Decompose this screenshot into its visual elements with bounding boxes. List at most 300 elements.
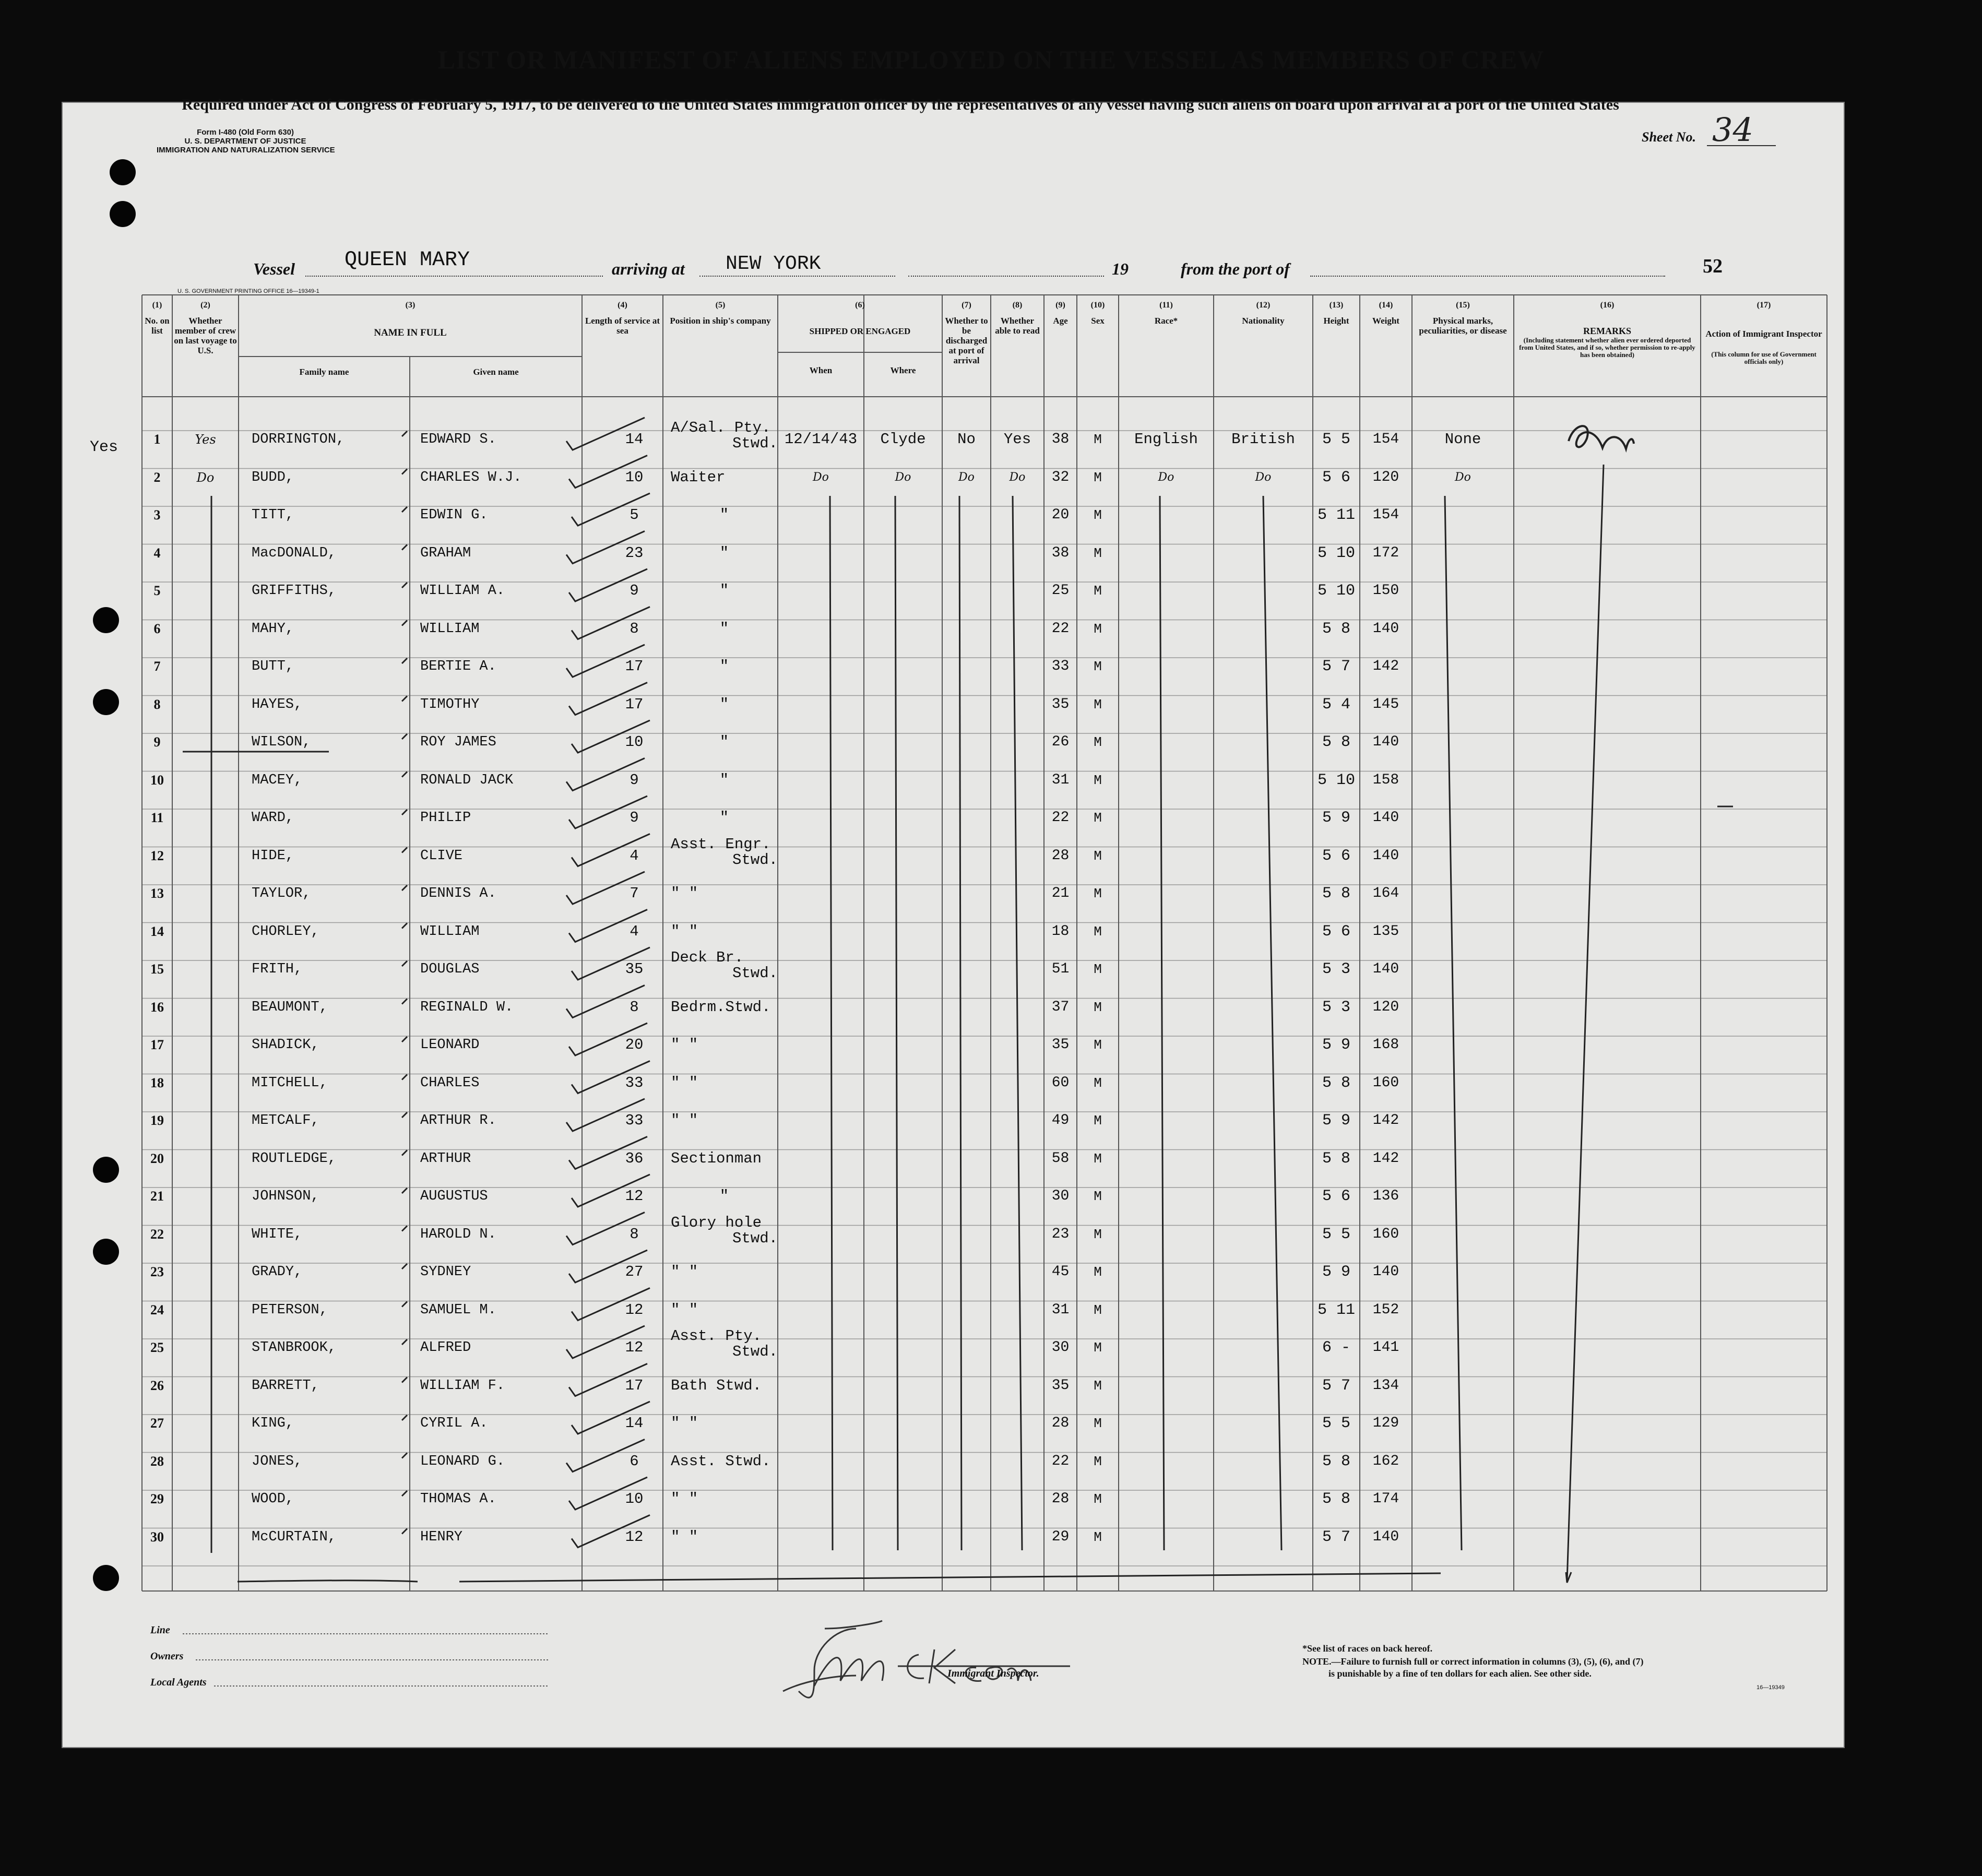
physical-marks: None [1444, 431, 1481, 448]
service-years: 17 [625, 658, 644, 675]
family-name: JOHNSON, [252, 1189, 319, 1204]
weight: 140 [1372, 620, 1399, 637]
family-name: METCALF, [252, 1113, 319, 1129]
weight: 142 [1372, 658, 1399, 674]
service-years: 14 [625, 1415, 644, 1432]
given-name: CYRIL A. [420, 1416, 488, 1431]
family-name: STANBROOK, [252, 1340, 337, 1356]
position: A/Sal. Pty. [671, 419, 771, 436]
position: " " [671, 1112, 698, 1129]
given-name: WILLIAM [420, 923, 480, 940]
service-years: 36 [625, 1149, 644, 1167]
age: 30 [1051, 1188, 1070, 1204]
position-line2: Stwd. [732, 435, 778, 452]
height: 5 6 [1322, 847, 1350, 865]
given-name: HAROLD N. [420, 1226, 496, 1242]
weight: 142 [1372, 1112, 1399, 1129]
height: 5 8 [1322, 885, 1350, 903]
sex: M [1094, 583, 1102, 599]
weight: 140 [1372, 961, 1399, 977]
given-name: PHILIP [420, 810, 471, 826]
given-name: WILLIAM F. [420, 1378, 505, 1394]
age: 37 [1051, 999, 1070, 1015]
age: 45 [1051, 1264, 1070, 1280]
remarks-column-note: (Including statement whether alien ever ordered deported from United States, and if so, whether permission to re-apply has been obtained) [1519, 336, 1695, 359]
given-name: EDWARD S. [420, 432, 496, 447]
row-number: 27 [150, 1416, 164, 1431]
sex: M [1094, 432, 1102, 447]
position: Sectionman [671, 1149, 762, 1167]
age: 20 [1051, 507, 1070, 523]
family-name: WHITE, [252, 1226, 303, 1242]
family-name: GRIFFITHS, [252, 583, 337, 599]
service-years: 12 [625, 1528, 644, 1546]
given-name-header: Given name [473, 367, 519, 377]
family-name: KING, [252, 1416, 294, 1431]
shipped-where: Do [895, 470, 911, 484]
height: 5 10 [1317, 544, 1355, 562]
action-column-number: (17) [1756, 301, 1771, 310]
height: 5 5 [1322, 1225, 1350, 1243]
height: 5 5 [1322, 1415, 1350, 1432]
given-name: DENNIS A. [420, 886, 496, 901]
note-label: NOTE. [1302, 1656, 1332, 1667]
race: Do [1158, 470, 1174, 484]
service-years: 14 [625, 431, 644, 448]
position: Waiter [671, 468, 726, 486]
height: 5 7 [1322, 658, 1350, 675]
position: " [719, 733, 729, 751]
height: 5 3 [1322, 998, 1350, 1016]
row-number: 22 [150, 1226, 164, 1242]
action-column-note: (This column for use of Government officials only) [1711, 350, 1817, 365]
position: " " [671, 1074, 698, 1091]
sex: M [1094, 696, 1102, 713]
service-years: 10 [625, 733, 644, 751]
position: Deck Br. [671, 949, 744, 966]
arriving-port: NEW YORK [726, 253, 821, 275]
height: 5 8 [1322, 1490, 1350, 1508]
weight: 160 [1372, 1074, 1399, 1091]
weight-column-header-number: (14) [1379, 301, 1393, 310]
row-number: 25 [150, 1340, 164, 1355]
service-years: 33 [625, 1112, 644, 1129]
age-column-header-number: (9) [1055, 301, 1065, 310]
form-number: Form I-480 (Old Form 630) [197, 128, 294, 137]
note-text1: —Failure to furnish full or correct information in columns (3), (5), (6), and (7) [1331, 1656, 1644, 1667]
height: 5 9 [1322, 809, 1350, 827]
family-name: BEAUMONT, [252, 999, 328, 1015]
height: 5 4 [1322, 695, 1350, 714]
position: " [719, 658, 729, 675]
sex: M [1094, 1453, 1102, 1469]
sheet-number-label: Sheet No. [1642, 129, 1696, 145]
position: Bath Stwd. [671, 1376, 762, 1394]
family-name: GRADY, [252, 1264, 303, 1280]
age: 28 [1051, 1415, 1070, 1431]
line-label: Line [150, 1624, 170, 1636]
nationality-column-header: Nationality [1242, 316, 1285, 326]
service-column-header-number: (4) [618, 301, 627, 310]
row-number: 10 [150, 772, 164, 788]
no-column-header: No. on list [145, 316, 170, 336]
given-name: THOMAS A. [420, 1491, 496, 1507]
sex: M [1094, 1075, 1102, 1091]
family-name: TAYLOR, [252, 886, 311, 901]
height: 5 6 [1322, 1188, 1350, 1205]
prev-voyage-column-header: Whether member of crew on last voyage to U.S. [174, 316, 237, 355]
service-years: 35 [625, 960, 644, 978]
age: 26 [1051, 734, 1070, 750]
row-number: 15 [150, 961, 164, 977]
given-name: LEONARD [420, 1037, 480, 1053]
weight: 140 [1372, 810, 1399, 826]
sex: M [1094, 621, 1102, 637]
sex: M [1094, 1113, 1102, 1129]
sex: M [1094, 772, 1102, 788]
remarks-column-header: REMARKS [1583, 326, 1631, 336]
age: 22 [1051, 810, 1070, 826]
weight: 140 [1372, 1264, 1399, 1280]
family-name: HIDE, [252, 848, 294, 864]
inspector-signature [783, 1621, 1070, 1697]
height: 5 7 [1322, 1376, 1350, 1395]
height: 5 8 [1322, 1452, 1350, 1470]
row-number: 30 [150, 1529, 164, 1545]
service-years: 17 [625, 695, 644, 713]
service-years: 4 [630, 922, 639, 940]
position: Asst. Pty. [671, 1327, 762, 1345]
family-name: WILSON, [252, 734, 311, 750]
row-number: 2 [153, 469, 161, 485]
weight: 141 [1372, 1339, 1399, 1356]
height: 5 10 [1317, 582, 1355, 600]
position-column-header-number: (5) [715, 301, 726, 310]
age: 35 [1051, 696, 1070, 713]
shipped-when: Do [813, 470, 829, 484]
family-name: HAYES, [252, 696, 303, 713]
row-number: 26 [150, 1378, 164, 1393]
height: 5 3 [1322, 960, 1350, 978]
position: " [719, 506, 729, 524]
sex: M [1094, 810, 1102, 826]
service-years: 9 [630, 809, 639, 826]
arriving-label: arriving at [612, 259, 685, 278]
footer-lines [183, 1634, 548, 1686]
discharged: No [957, 431, 976, 448]
position: " " [671, 1036, 698, 1053]
age-column-header: Age [1053, 316, 1068, 326]
family-name: MacDONALD, [252, 545, 337, 561]
height: 5 9 [1322, 1112, 1350, 1130]
position: " [719, 695, 729, 713]
weight: 154 [1372, 507, 1399, 523]
age: 23 [1051, 1226, 1070, 1242]
sex-column-header: Sex [1091, 316, 1105, 326]
page-title: LIST OR MANIFEST OF ALIENS EMPLOYED ON THE VESSEL AS MEMBERS OF CREW [437, 45, 1545, 74]
printing-office: U. S. GOVERNMENT PRINTING OFFICE 16—19349-1 [177, 288, 319, 294]
physical-marks: Do [1455, 470, 1471, 484]
age: 30 [1051, 1339, 1070, 1356]
discharge-column-header: Whether to be discharged at port of arrival [945, 316, 988, 365]
race: English [1134, 431, 1198, 448]
sex: M [1094, 999, 1102, 1015]
service-years: 6 [630, 1452, 639, 1470]
sex: M [1094, 1416, 1102, 1431]
weight: 152 [1372, 1301, 1399, 1318]
sheet-number: 34 [1712, 111, 1753, 149]
race-column-header-number: (11) [1159, 301, 1173, 310]
family-name: CHORLEY, [252, 923, 319, 940]
weight: 150 [1372, 583, 1399, 599]
height: 5 8 [1322, 620, 1350, 638]
weight-column-header: Weight [1372, 316, 1399, 326]
position: " " [671, 1301, 698, 1319]
sex: M [1094, 1189, 1102, 1204]
position-column-header: Position in ship's company [670, 316, 771, 326]
height: 5 8 [1322, 1149, 1350, 1168]
age: 22 [1051, 620, 1070, 637]
position: " [719, 1188, 729, 1205]
sex: M [1094, 734, 1102, 750]
age: 25 [1051, 583, 1070, 599]
weight: 168 [1372, 1037, 1399, 1053]
given-name: BERTIE A. [420, 659, 496, 674]
position-line2: Stwd. [732, 965, 778, 982]
no-column-header-number: (1) [152, 301, 162, 310]
family-name: WARD, [252, 810, 294, 826]
weight: 174 [1372, 1491, 1399, 1507]
family-name: TITT, [252, 507, 294, 523]
remarks-column-number: (16) [1600, 301, 1615, 310]
sex: M [1094, 1226, 1102, 1242]
weight: 154 [1372, 431, 1399, 447]
age: 58 [1051, 1150, 1070, 1167]
weight: 158 [1372, 771, 1399, 788]
sex: M [1094, 1037, 1102, 1053]
age: 51 [1051, 961, 1070, 977]
from-port-label: from the port of [1181, 259, 1290, 278]
age: 22 [1051, 1453, 1070, 1469]
weight: 134 [1372, 1377, 1399, 1394]
age: 31 [1051, 771, 1070, 788]
row-number: 17 [150, 1037, 164, 1052]
height: 5 9 [1322, 1036, 1350, 1054]
given-name: HENRY [420, 1529, 463, 1545]
service-years: 23 [625, 544, 644, 562]
sex: M [1094, 1150, 1102, 1167]
discharge-column-header-number: (7) [962, 301, 971, 310]
sex: M [1094, 848, 1102, 864]
read-column-header: Whether able to read [995, 316, 1040, 336]
row-number: 8 [153, 696, 161, 712]
sex: M [1094, 659, 1102, 674]
sex: M [1094, 1340, 1102, 1356]
weight: 129 [1372, 1415, 1399, 1431]
weight: 145 [1372, 696, 1399, 713]
marks-column-header: Physical marks, peculiarities, or disease [1419, 316, 1507, 336]
service-years: 9 [630, 771, 639, 789]
row-number: 7 [153, 659, 161, 674]
family-name: BARRETT, [252, 1378, 319, 1394]
row-number: 11 [150, 810, 164, 825]
service-years: 9 [630, 582, 639, 599]
given-name: DOUGLAS [420, 961, 480, 977]
able-to-read: Yes [1003, 431, 1031, 448]
service-years: 12 [625, 1301, 644, 1319]
sex: M [1094, 961, 1102, 977]
age: 28 [1051, 847, 1070, 864]
given-name: ROY JAMES [420, 734, 496, 750]
weight: 140 [1372, 734, 1399, 750]
row-number: 3 [153, 507, 161, 523]
shipped-when-header: When [809, 365, 833, 375]
sex: M [1094, 1302, 1102, 1318]
given-name: CHARLES W.J. [420, 469, 522, 485]
position: " [719, 544, 729, 562]
weight: 162 [1372, 1453, 1399, 1469]
shipped-where: Clyde [880, 431, 926, 448]
family-name: DORRINGTON, [252, 432, 345, 447]
given-name: TIMOTHY [420, 696, 480, 713]
weight: 140 [1372, 847, 1399, 864]
row-number: 24 [150, 1302, 164, 1317]
weight: 136 [1372, 1188, 1399, 1204]
row-number: 13 [150, 886, 164, 901]
position: " " [671, 1490, 698, 1507]
form-code: 16—19349 [1756, 1684, 1785, 1691]
age: 29 [1051, 1528, 1070, 1545]
row-number: 18 [150, 1075, 164, 1090]
service-years: 7 [630, 885, 639, 902]
position: " [719, 620, 729, 637]
given-name: EDWIN G. [420, 507, 488, 523]
nationality-column-header-number: (12) [1256, 301, 1271, 310]
year-label: 19 [1112, 259, 1129, 278]
sex-column-header-number: (10) [1090, 301, 1105, 310]
row-number: 20 [150, 1150, 164, 1166]
weight: 135 [1372, 923, 1399, 940]
shipped-when: 12/14/43 [784, 431, 858, 448]
row-number: 29 [150, 1491, 164, 1506]
row-number: 1 [153, 432, 161, 447]
height: 5 10 [1317, 771, 1355, 789]
sex: M [1094, 1264, 1102, 1280]
service-years: 8 [630, 1225, 639, 1243]
family-name: WOOD, [252, 1491, 294, 1507]
family-name: ROUTLEDGE, [252, 1150, 337, 1167]
prev-voyage: Yes [195, 432, 216, 447]
sex: M [1094, 1491, 1102, 1507]
vessel-label: Vessel [253, 259, 295, 278]
row-number: 16 [150, 999, 164, 1015]
sex: M [1094, 469, 1102, 485]
family-name: McCURTAIN, [252, 1529, 337, 1545]
given-name: WILLIAM A. [420, 583, 505, 599]
weight: 120 [1372, 999, 1399, 1015]
height: 5 6 [1322, 922, 1350, 941]
sex: M [1094, 886, 1102, 901]
service-years: 27 [625, 1263, 644, 1280]
weight: 164 [1372, 885, 1399, 901]
height: 6 - [1322, 1339, 1350, 1357]
form-service: IMMIGRATION AND NATURALIZATION SERVICE [157, 146, 335, 155]
position: " " [671, 1528, 698, 1546]
height: 5 7 [1322, 1528, 1350, 1546]
page-subtitle: Required under Act of Congress of February 5, 1917, to be delivered to the United States immigration officer by the representatives of any vessel having such aliens on board upon arrival at a port of the United States [182, 96, 1619, 113]
sex: M [1094, 545, 1102, 561]
race-column-header: Race* [1154, 316, 1178, 326]
nationality: Do [1255, 470, 1272, 484]
position: " " [671, 885, 698, 902]
age: 60 [1051, 1074, 1070, 1091]
service-years: 4 [630, 847, 639, 864]
sex: M [1094, 1529, 1102, 1545]
height-column-header: Height [1323, 316, 1349, 326]
service-years: 20 [625, 1036, 644, 1053]
given-name: LEONARD G. [420, 1453, 505, 1469]
height: 5 11 [1317, 506, 1355, 524]
given-name: SAMUEL M. [420, 1302, 496, 1318]
row-number: 14 [150, 923, 164, 939]
name-column-number: (3) [405, 301, 416, 310]
margin-annotation: Yes [90, 438, 118, 456]
family-name: FRITH, [252, 961, 303, 977]
service-years: 10 [625, 1490, 644, 1507]
position: " [719, 771, 729, 789]
able-to-read: Do [1009, 470, 1026, 484]
service-years: 8 [630, 998, 639, 1016]
family-name: MACEY, [252, 772, 303, 788]
family-name-header: Family name [299, 367, 349, 377]
row-number: 23 [150, 1264, 164, 1279]
position-line2: Stwd. [732, 1343, 778, 1360]
sex: M [1094, 923, 1102, 940]
position: " " [671, 922, 698, 940]
given-name: GRAHAM [420, 545, 471, 561]
position: " [719, 809, 729, 826]
form-department: U. S. DEPARTMENT OF JUSTICE [184, 137, 306, 146]
family-name: BUTT, [252, 659, 294, 674]
marks-column-header-number: (15) [1456, 301, 1470, 310]
position: Glory hole [671, 1214, 762, 1231]
shipped-where-header: Where [890, 365, 916, 375]
note-line1 [1302, 1657, 1643, 1666]
weight: 120 [1372, 469, 1399, 485]
age: 33 [1051, 658, 1070, 674]
name-column-header: NAME IN FULL [374, 327, 447, 338]
position: Asst. Engr. [671, 835, 771, 853]
sex: M [1094, 507, 1102, 523]
shipped-column-number: (6) [855, 301, 865, 310]
given-name: ARTHUR [420, 1150, 471, 1167]
nationality: British [1231, 431, 1295, 448]
owners-label: Owners [150, 1651, 184, 1662]
row-number: 12 [150, 848, 164, 863]
height: 5 8 [1322, 733, 1350, 751]
service-years: 12 [625, 1339, 644, 1356]
position: Asst. Stwd. [671, 1452, 771, 1470]
given-name: REGINALD W. [420, 999, 514, 1015]
given-name: ALFRED [420, 1340, 471, 1356]
position: Bedrm.Stwd. [671, 998, 771, 1016]
age: 35 [1051, 1377, 1070, 1394]
given-name: CHARLES [420, 1075, 480, 1091]
note-line2: is punishable by a fine of ten dollars for each alien. See other side. [1328, 1668, 1592, 1679]
height: 5 8 [1322, 1074, 1350, 1092]
family-name: PETERSON, [252, 1302, 328, 1318]
age: 32 [1051, 469, 1070, 485]
